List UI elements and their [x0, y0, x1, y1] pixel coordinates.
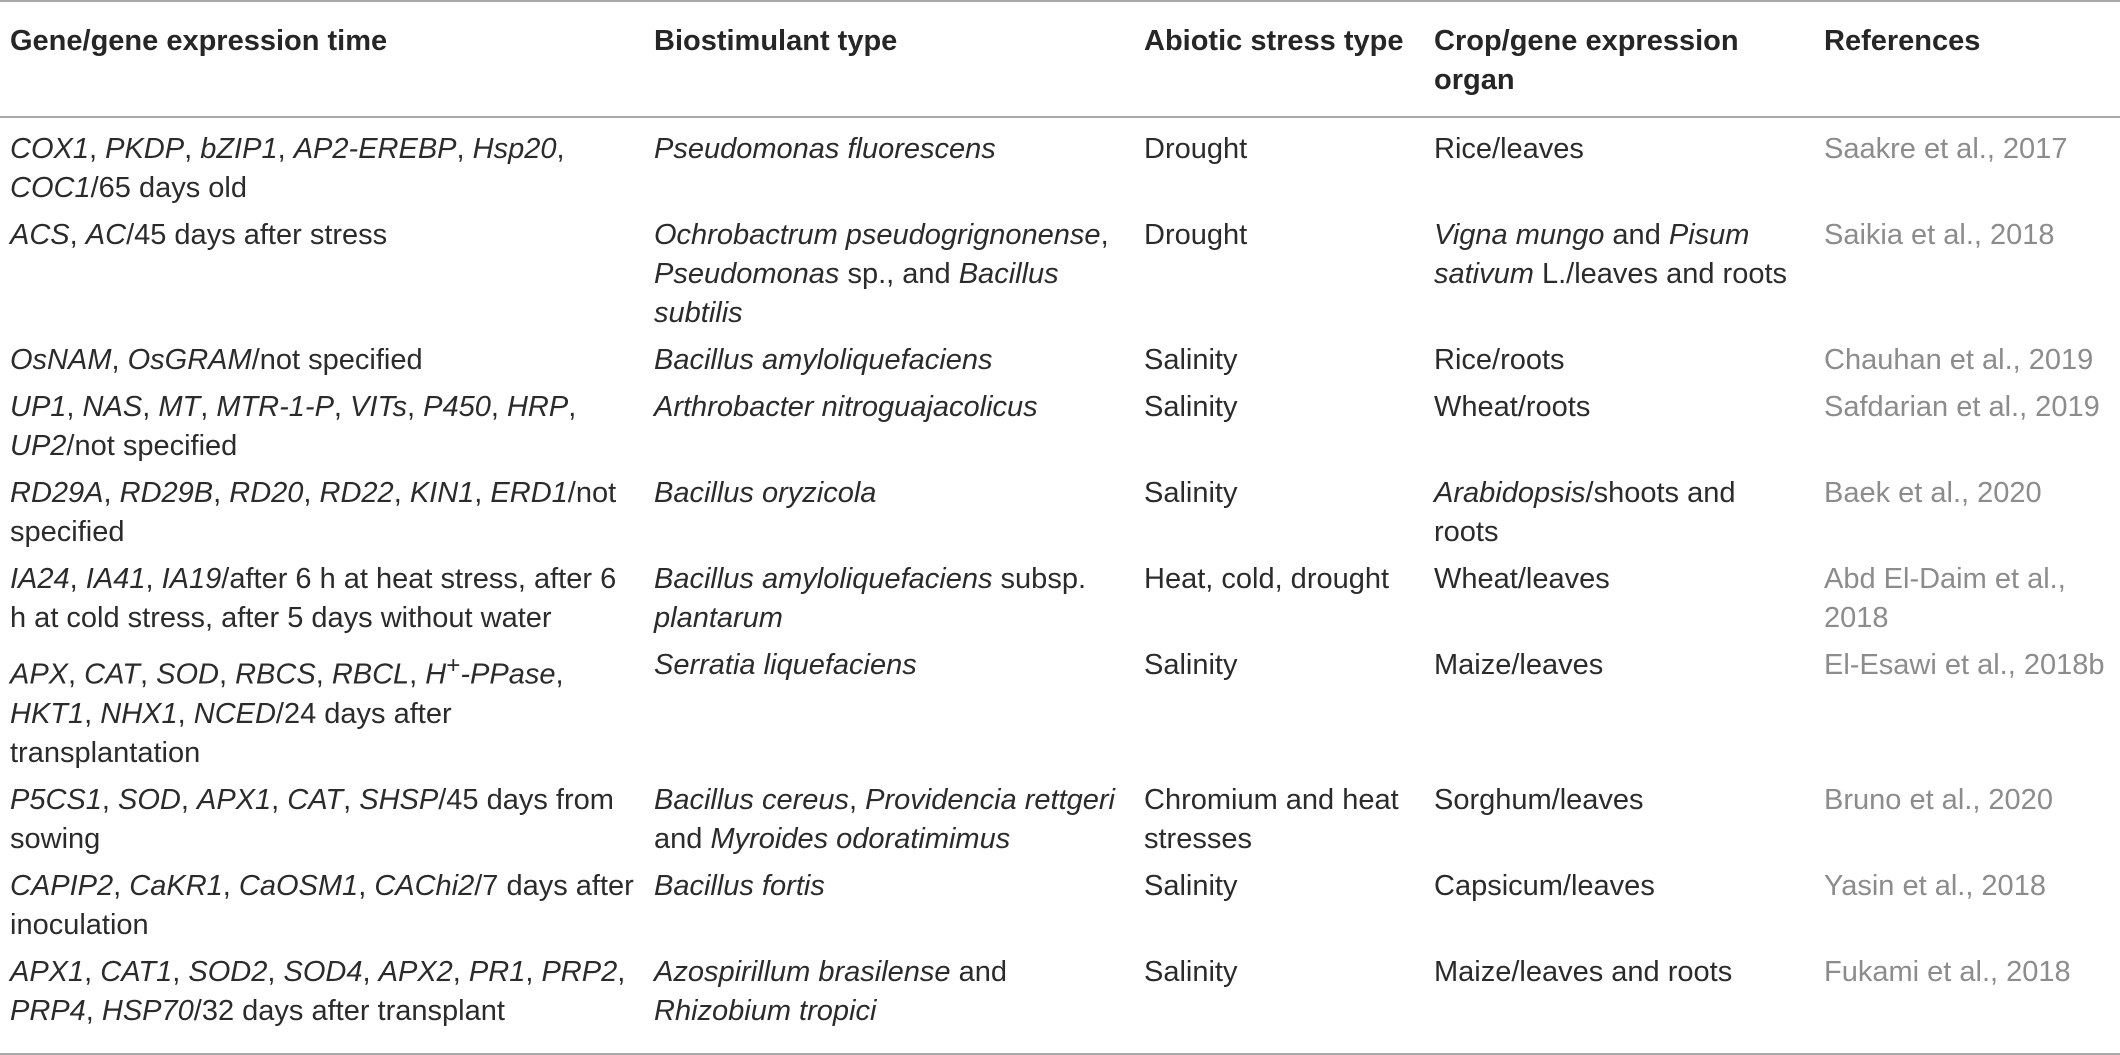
italic-text: CAT: [287, 783, 344, 816]
italic-text: PRP2: [541, 955, 618, 988]
plain-text: ,: [177, 697, 194, 730]
cell-stress: Salinity: [1144, 955, 1238, 988]
italic-text: UP1: [10, 391, 67, 423]
italic-text: CAChi2: [374, 869, 475, 902]
cell-gene: [0, 117, 644, 216]
plain-text: and: [1604, 219, 1669, 251]
cell-crop: [1424, 474, 1814, 560]
plain-text: Maize/leaves: [1434, 649, 1604, 681]
plain-text: /shoots and roots: [1434, 477, 1736, 548]
plain-text: Wheat/roots: [1434, 391, 1591, 423]
plain-text: ,: [180, 783, 197, 816]
plain-text: ,: [452, 955, 469, 988]
cell-biostimulant: [644, 646, 1134, 781]
cell-gene: [0, 341, 644, 388]
plain-text: ,: [68, 658, 85, 691]
italic-text: HKT1: [10, 697, 85, 730]
italic-text: UP2: [10, 430, 67, 462]
plain-text: Rice/roots: [1434, 344, 1565, 376]
table-row: [0, 646, 2120, 781]
table-row: [0, 560, 2120, 646]
italic-text: OsGRAM: [127, 344, 252, 376]
plain-text: ,: [343, 783, 360, 816]
italic-text: IA19: [161, 563, 222, 595]
cell-stress: Salinity: [1144, 391, 1238, 423]
table-row: [0, 781, 2120, 867]
plain-text: ,: [271, 783, 288, 816]
italic-text: RD29A: [10, 477, 104, 509]
italic-text: NAS: [82, 391, 143, 423]
italic-text: Bacillus fortis: [654, 869, 825, 902]
cell-crop: [1424, 216, 1814, 341]
table-row: [0, 341, 2120, 388]
plain-text: ,: [849, 783, 866, 816]
cell-stress: Salinity: [1144, 869, 1238, 902]
plain-text: Sorghum/leaves: [1434, 783, 1644, 816]
plain-text: ,: [556, 133, 565, 165]
cell-gene: [0, 216, 644, 341]
cell-reference[interactable]: Bruno et al., 2020: [1824, 783, 2053, 816]
plain-text: ,: [101, 783, 119, 816]
italic-text: APX2: [378, 955, 453, 988]
italic-text: AC: [85, 219, 127, 251]
italic-text: P5CS1: [10, 783, 102, 816]
plain-text: ,: [617, 955, 626, 988]
italic-text: CAT1: [100, 955, 173, 988]
table-row: [0, 117, 2120, 216]
plain-text: ,: [84, 697, 101, 730]
italic-text: Pseudomonas: [654, 258, 840, 290]
plain-text: ,: [393, 477, 410, 509]
italic-text: bZIP1: [200, 133, 278, 165]
plain-text: /not specified: [10, 477, 617, 548]
italic-text: SHSP: [359, 783, 439, 816]
italic-text: SOD2: [188, 955, 268, 988]
plain-text: L./leaves and roots: [1533, 258, 1788, 290]
cell-reference[interactable]: Chauhan et al., 2019: [1824, 344, 2094, 376]
plain-text: ,: [218, 658, 236, 691]
plain-text: ,: [140, 658, 157, 691]
italic-text: SOD: [118, 783, 181, 816]
table-row: [0, 867, 2120, 953]
plain-text: subsp.: [992, 563, 1086, 595]
italic-text: RBCS: [235, 658, 316, 691]
italic-text: Bacillus cereus: [654, 783, 850, 816]
italic-text: Serratia liquefaciens: [654, 649, 917, 681]
cell-gene: [0, 953, 644, 1054]
plain-text: and: [950, 955, 1008, 988]
cell-crop: [1424, 781, 1814, 867]
table-row: [0, 953, 2120, 1054]
italic-text: Pisum sativum: [1434, 219, 1750, 290]
italic-text: KIN1: [409, 477, 475, 509]
cell-crop: [1424, 646, 1814, 781]
italic-text: Arthrobacter nitroguajacolicus: [654, 391, 1038, 423]
cell-stress: Chromium and heat stresses: [1144, 783, 1399, 855]
cell-reference[interactable]: Abd El-Daim et al., 2018: [1824, 563, 2066, 634]
plain-text: ,: [84, 955, 101, 988]
plain-text: ,: [303, 477, 320, 509]
cell-crop: [1424, 953, 1814, 1054]
cell-crop: [1424, 117, 1814, 216]
italic-text: CaOSM1: [238, 869, 359, 902]
cell-gene: [0, 867, 644, 953]
cell-gene: [0, 388, 644, 474]
italic-text: NHX1: [100, 697, 178, 730]
plain-text: ,: [113, 869, 130, 902]
plain-text: ,: [277, 133, 294, 165]
cell-gene: [0, 474, 644, 560]
plain-text: ,: [111, 344, 128, 376]
italic-text: Vigna mungo: [1434, 219, 1605, 251]
cell-reference[interactable]: Saakre et al., 2017: [1824, 133, 2068, 165]
italic-text: HSP70: [101, 994, 194, 1027]
cell-biostimulant: [644, 474, 1134, 560]
plain-text: ,: [409, 658, 426, 691]
italic-text: CaKR1: [129, 869, 223, 902]
italic-text: RD20: [229, 477, 304, 509]
header-biostimulant: Biostimulant type: [654, 25, 898, 57]
cell-biostimulant: [644, 781, 1134, 867]
italic-text: -PPase: [460, 658, 556, 691]
cell-crop: [1424, 560, 1814, 646]
italic-text: MT: [158, 391, 201, 423]
italic-text: CAT: [84, 658, 141, 691]
plain-text: /32 days after transplant: [193, 994, 505, 1027]
italic-text: APX: [10, 658, 69, 691]
plain-text: /not specified: [251, 344, 423, 376]
plain-text: ,: [222, 869, 239, 902]
plain-text: ,: [315, 658, 332, 691]
italic-text: ERD1: [490, 477, 568, 509]
plain-text: ,: [172, 955, 189, 988]
plain-text: ,: [490, 391, 507, 423]
cell-stress: Drought: [1144, 219, 1248, 251]
cell-stress: Salinity: [1144, 477, 1238, 509]
cell-reference[interactable]: Safdarian et al., 2019: [1824, 391, 2100, 423]
italic-text: AP2-EREBP: [293, 133, 457, 165]
header-row: [0, 1, 2120, 117]
plain-text: ,: [555, 658, 564, 691]
plain-text: Wheat/leaves: [1434, 563, 1610, 595]
plain-text: ,: [184, 133, 201, 165]
italic-text: Bacillus subtilis: [654, 258, 1059, 329]
plain-text: ,: [333, 391, 351, 423]
table-row: [0, 388, 2120, 474]
italic-text: APX1: [10, 955, 85, 988]
plain-text: Maize/leaves and roots: [1434, 955, 1733, 988]
header-gene: Gene/gene expression time: [10, 25, 388, 57]
cell-reference[interactable]: Saikia et al., 2018: [1824, 219, 2055, 251]
table-header: [0, 1, 2120, 117]
italic-text: HRP: [506, 391, 569, 423]
cell-gene: [0, 781, 644, 867]
cell-biostimulant: [644, 560, 1134, 646]
italic-text: plantarum: [654, 602, 783, 634]
italic-text: VITs: [350, 391, 407, 423]
header-references: References: [1824, 25, 1981, 57]
italic-text: MTR-1-P: [216, 391, 334, 423]
italic-text: PR1: [468, 955, 526, 988]
plain-text: ,: [66, 391, 83, 423]
plain-text: ,: [568, 391, 577, 423]
italic-text: PRP4: [10, 994, 86, 1027]
cell-biostimulant: [644, 867, 1134, 953]
plain-text: ,: [69, 563, 86, 595]
italic-text: Bacillus amyloliquefaciens: [654, 344, 993, 376]
plain-text: sp., and: [839, 258, 959, 290]
cell-gene: [0, 646, 644, 781]
italic-text: ACS: [10, 219, 70, 251]
plain-text: ,: [85, 994, 102, 1027]
plain-text: /not specified: [66, 430, 238, 462]
cell-crop: [1424, 867, 1814, 953]
table-body: [0, 117, 2120, 1054]
cell-gene: [0, 560, 644, 646]
cell-reference[interactable]: Fukami et al., 2018: [1824, 955, 2071, 988]
plain-text: /45 days after stress: [126, 219, 388, 251]
italic-text: Bacillus oryzicola: [654, 477, 877, 509]
plain-text: ,: [407, 391, 424, 423]
cell-reference[interactable]: Baek et al., 2020: [1824, 477, 2042, 509]
italic-text: COX1: [10, 133, 89, 165]
plain-text: ,: [267, 955, 284, 988]
italic-text: P450: [423, 391, 491, 423]
cell-reference[interactable]: Yasin et al., 2018: [1824, 869, 2046, 902]
plain-text: /24 days after transplantation: [10, 697, 452, 769]
cell-stress: Heat, cold, drought: [1144, 563, 1390, 595]
italic-text: IA24: [10, 563, 70, 595]
plain-text: ,: [456, 133, 473, 165]
italic-text: H: [425, 658, 447, 691]
plain-text: and: [654, 822, 711, 855]
italic-text: RD22: [319, 477, 394, 509]
plain-text: /45 days from sowing: [10, 783, 614, 855]
plain-text: ,: [213, 477, 230, 509]
italic-text: Rhizobium tropici: [654, 994, 877, 1027]
plain-text: Rice/leaves: [1434, 133, 1584, 165]
cell-stress: Salinity: [1144, 649, 1238, 681]
italic-text: RD29B: [119, 477, 214, 509]
cell-reference[interactable]: El-Esawi et al., 2018b: [1824, 649, 2105, 681]
plain-text: /after 6 h at heat stress, after 6 h at cold stress, after 5 days without water: [10, 563, 617, 634]
italic-text: Myroides odoratimimus: [710, 822, 1011, 855]
cell-stress: Salinity: [1144, 344, 1238, 376]
italic-text: IA41: [85, 563, 146, 595]
cell-biostimulant: [644, 388, 1134, 474]
cell-biostimulant: [644, 117, 1134, 216]
table-row: [0, 216, 2120, 341]
table-row: [0, 474, 2120, 560]
plain-text: ,: [103, 477, 120, 509]
italic-text: Azospirillum brasilense: [654, 955, 951, 988]
italic-text: Bacillus amyloliquefaciens: [654, 563, 993, 595]
italic-text: RBCL: [331, 658, 410, 691]
header-stress: Abiotic stress type: [1144, 25, 1404, 57]
italic-text: OsNAM: [10, 344, 112, 376]
italic-text: SOD: [156, 658, 219, 691]
superscript: +: [446, 652, 461, 679]
italic-text: APX1: [196, 783, 272, 816]
plain-text: /7 days after inoculation: [10, 869, 634, 941]
plain-text: ,: [88, 133, 106, 165]
plain-text: ,: [200, 391, 217, 423]
plain-text: ,: [69, 219, 86, 251]
header-crop: Crop/gene expression organ: [1434, 25, 1739, 96]
italic-text: NCED: [193, 697, 276, 730]
italic-text: SOD4: [283, 955, 363, 988]
italic-text: Hsp20: [472, 133, 557, 165]
cell-biostimulant: [644, 953, 1134, 1054]
cell-biostimulant: [644, 216, 1134, 341]
plain-text: ,: [474, 477, 491, 509]
cell-crop: [1424, 388, 1814, 474]
italic-text: Ochrobactrum pseudogrignonense: [654, 219, 1101, 251]
italic-text: PKDP: [105, 133, 185, 165]
plain-text: ,: [1100, 219, 1109, 251]
plain-text: ,: [358, 869, 375, 902]
italic-text: Providencia rettgeri: [865, 783, 1115, 816]
cell-crop: [1424, 341, 1814, 388]
plain-text: /65 days old: [90, 172, 247, 204]
cell-biostimulant: [644, 341, 1134, 388]
plain-text: Capsicum/leaves: [1434, 869, 1655, 902]
plain-text: ,: [525, 955, 542, 988]
italic-text: Pseudomonas fluorescens: [654, 133, 996, 165]
cell-stress: Drought: [1144, 133, 1248, 165]
plain-text: ,: [142, 391, 159, 423]
italic-text: COC1: [10, 172, 91, 204]
plain-text: ,: [362, 955, 379, 988]
plain-text: ,: [145, 563, 162, 595]
italic-text: CAPIP2: [10, 869, 114, 902]
italic-text: Arabidopsis: [1434, 477, 1586, 509]
